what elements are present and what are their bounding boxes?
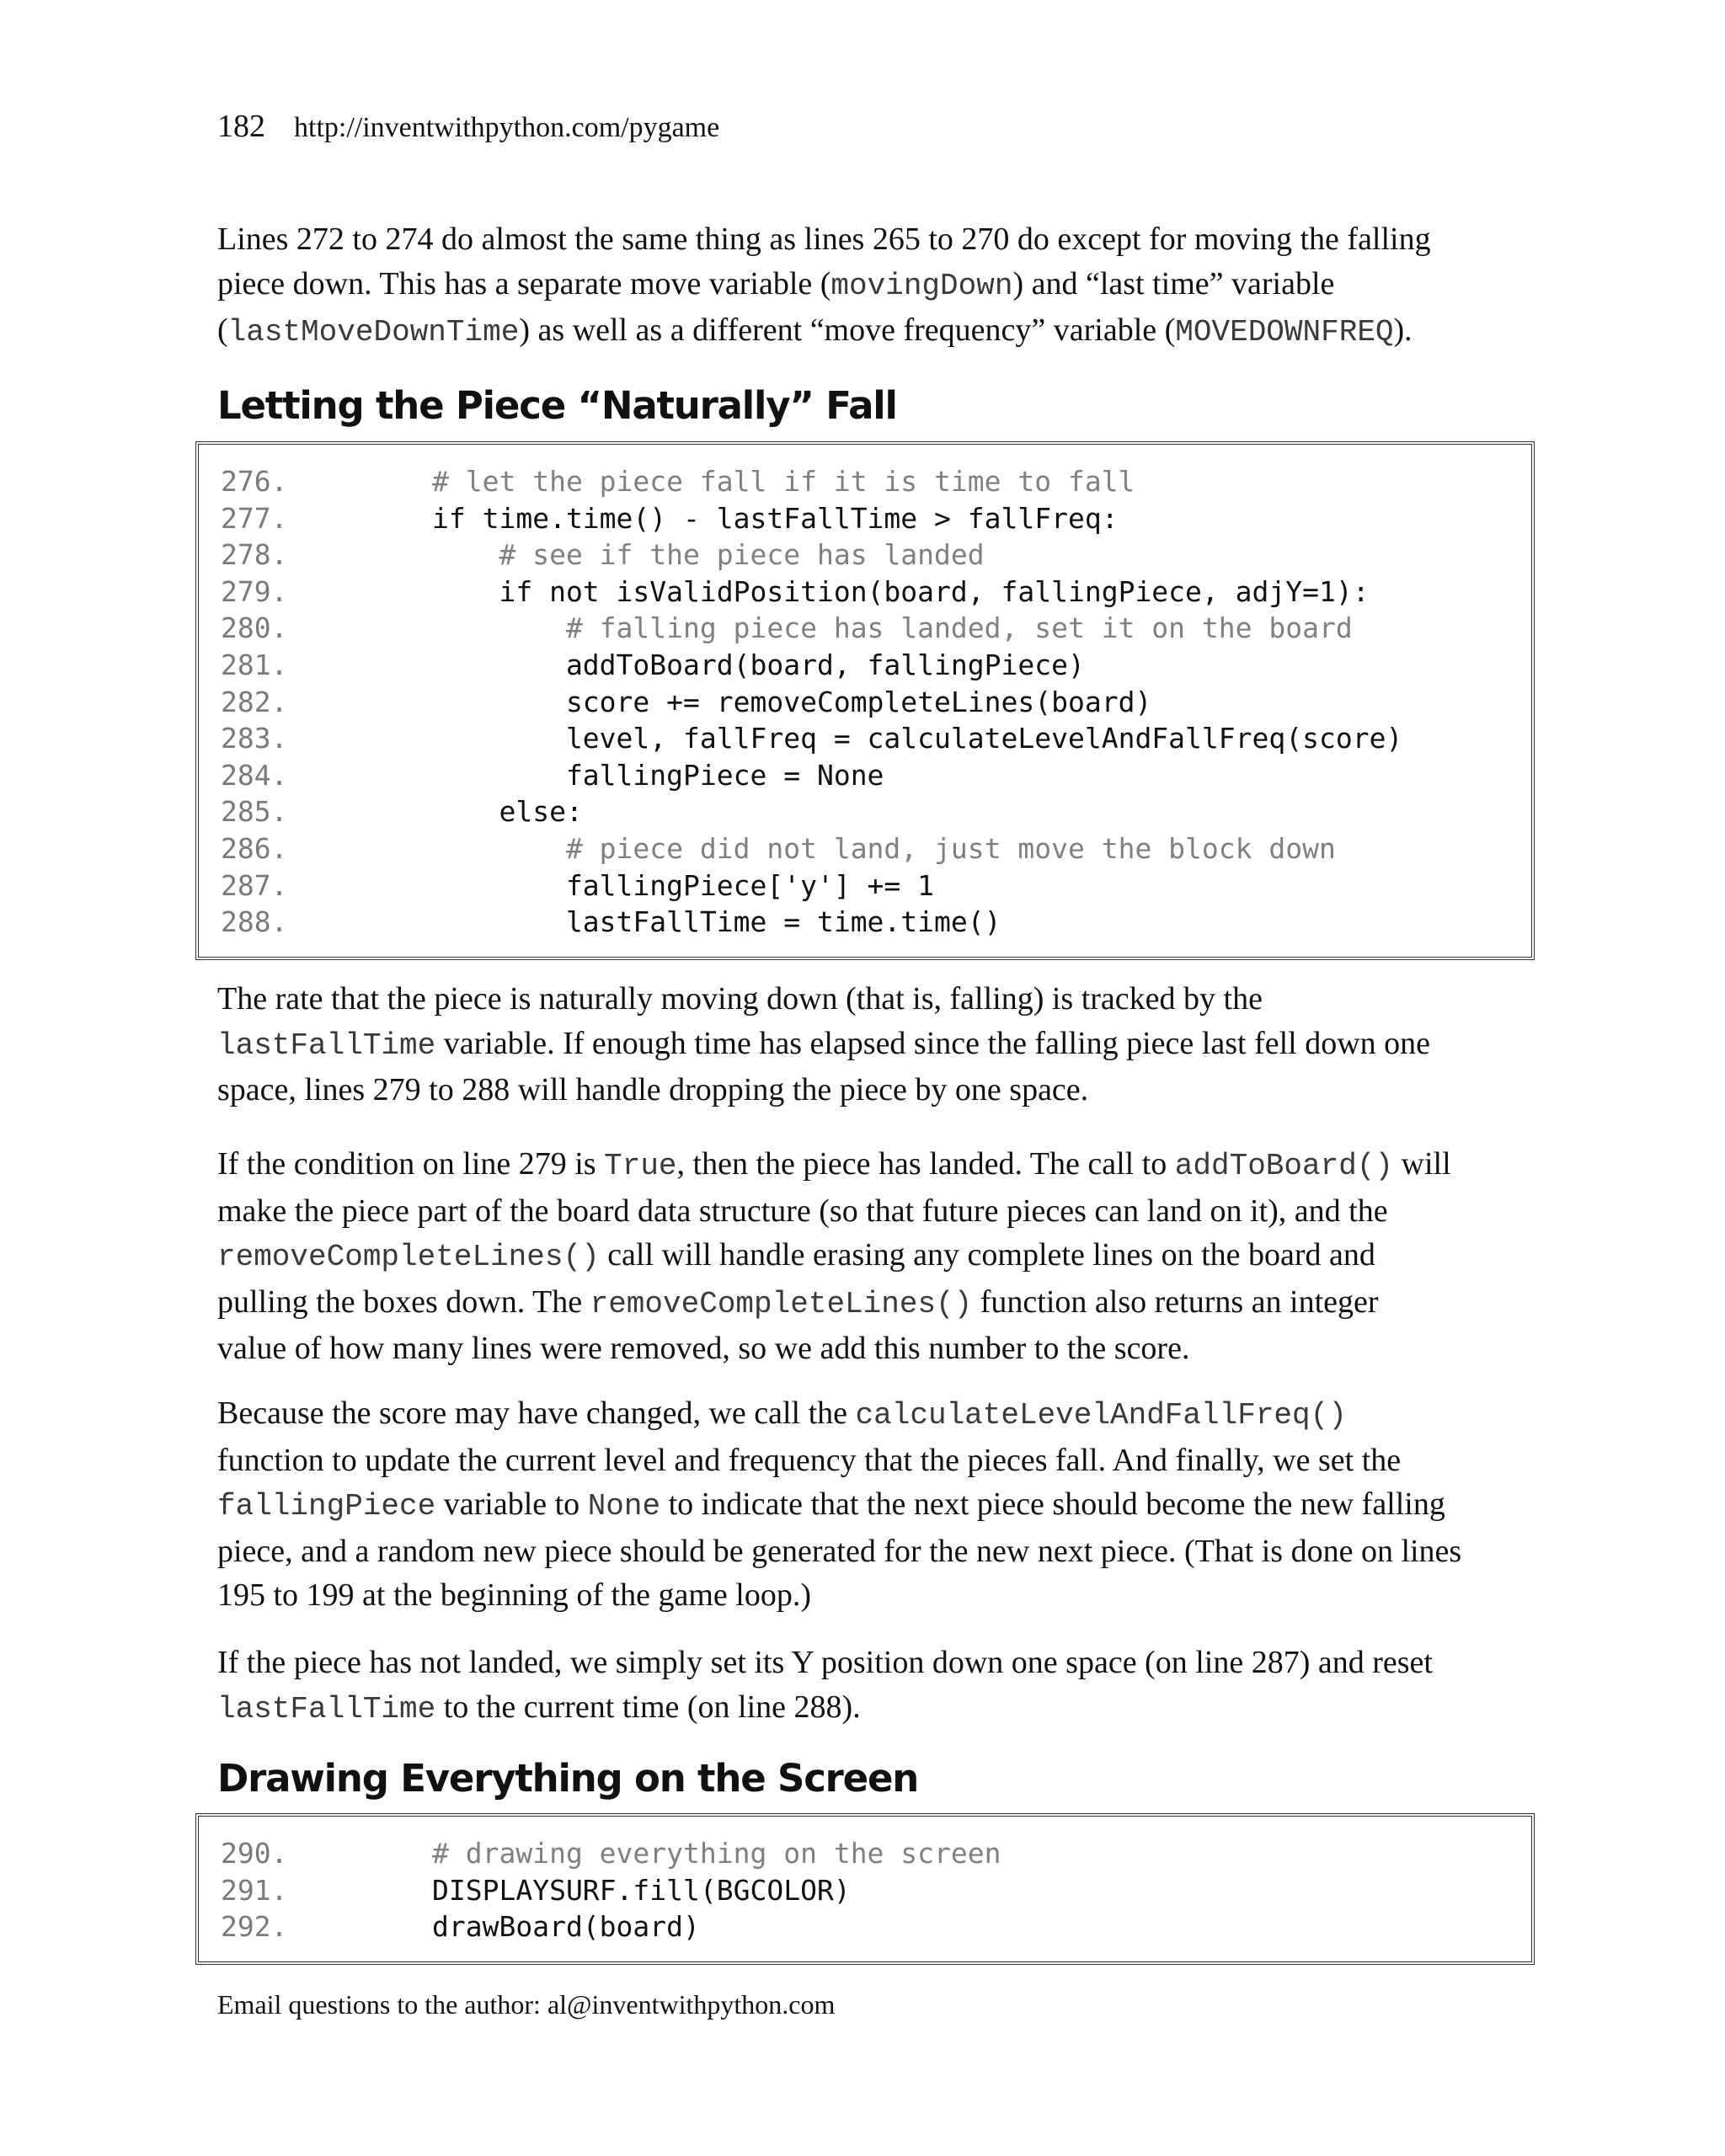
page-header: [217, 108, 719, 145]
line-number: 282.: [221, 685, 288, 718]
code-text: score += removeCompleteLines(board): [432, 685, 1152, 718]
line-number: 292.: [221, 1910, 288, 1944]
text-run: function also returns an integer: [972, 1283, 1379, 1320]
code-line: [221, 720, 1531, 757]
text-line: [217, 1482, 1523, 1529]
code-text: if time.time() - lastFallTime > fallFreq:: [432, 501, 1119, 535]
code-comment: # see if the piece has landed: [432, 538, 985, 572]
code-line: [221, 793, 1531, 830]
code-text: lastFallTime = time.time(): [432, 905, 1001, 939]
line-number: 281.: [221, 648, 288, 681]
code-text: else:: [432, 795, 583, 829]
paragraph-not-landed: [217, 1641, 1523, 1732]
code-listing-drawing: [195, 1813, 1535, 1965]
code-listing-fall: [195, 441, 1535, 960]
paragraph-moving-down: [217, 217, 1523, 355]
text-line: value of how many lines were removed, so we add this number to the score.: [217, 1331, 1190, 1366]
line-number: 287.: [221, 868, 288, 902]
code-text: addToBoard(board, fallingPiece): [432, 648, 1085, 681]
code-text: DISPLAYSURF.fill(BGCOLOR): [432, 1873, 851, 1907]
code-comment: # drawing everything on the screen: [432, 1837, 1001, 1870]
line-number: 283.: [221, 722, 288, 755]
text-run: ) as well as a different “move frequency” variable (: [519, 312, 1176, 348]
inline-code: lastFallTime: [217, 1027, 436, 1063]
code-comment: # falling piece has landed, set it on the board: [432, 611, 1353, 645]
line-number: 280.: [221, 611, 288, 645]
inline-code: MOVEDOWNFREQ: [1175, 315, 1394, 350]
code-line: [221, 904, 1531, 941]
code-comment: # piece did not land, just move the block down: [432, 831, 1336, 865]
line-number: 277.: [221, 501, 288, 535]
line-number: 285.: [221, 795, 288, 829]
text-run: (: [217, 312, 228, 348]
page-footer: Email questions to the author: al@inventwithpython.com: [217, 1989, 836, 2020]
inline-code: calculateLevelAndFallFreq(): [855, 1398, 1347, 1433]
text-run: piece down. This has a separate move variable (: [217, 265, 831, 302]
line-number: 290.: [221, 1837, 288, 1870]
text-run: , then the piece has landed. The call to: [676, 1146, 1175, 1182]
code-line: [221, 1908, 1531, 1945]
page-number: 182: [217, 109, 265, 144]
code-line: [221, 536, 1531, 574]
header-url[interactable]: http://inventwithpython.com/pygame: [294, 112, 720, 143]
code-text: level, fallFreq = calculateLevelAndFallFreq(score): [432, 722, 1403, 755]
text-line: make the piece part of the board data structure (so that future pieces can land on it), and the: [217, 1193, 1388, 1229]
inline-code: fallingPiece: [217, 1489, 436, 1524]
text-line: [217, 1233, 1523, 1280]
text-line: [217, 308, 1523, 355]
text-line: [217, 262, 1523, 309]
line-number: 284.: [221, 758, 288, 792]
text-run: variable. If enough time has elapsed since the falling piece last fell down one: [435, 1025, 1430, 1061]
code-line: [221, 574, 1531, 611]
code-line: [221, 610, 1531, 647]
text-line: [217, 1142, 1523, 1189]
text-run: to indicate that the next piece should become the new falling: [660, 1486, 1445, 1522]
paragraph-fall-rate: [217, 977, 1523, 1113]
code-line: [221, 684, 1531, 721]
code-text: fallingPiece = None: [432, 758, 884, 792]
text-line: Lines 272 to 274 do almost the same thing as lines 265 to 270 do except for moving the falling: [217, 221, 1431, 257]
inline-code: lastMoveDownTime: [227, 315, 520, 350]
code-text: if not isValidPosition(board, fallingPiece, adjY=1):: [432, 574, 1370, 608]
code-text: fallingPiece['y'] += 1: [432, 868, 935, 902]
paragraph-score-changed: [217, 1391, 1523, 1618]
code-line: [221, 647, 1531, 684]
section-heading-naturally-fall: Letting the Piece “Naturally” Fall: [217, 383, 897, 428]
text-run: pulling the boxes down. The: [217, 1283, 590, 1320]
inline-code: removeCompleteLines(): [590, 1286, 973, 1321]
line-number: 288.: [221, 905, 288, 939]
text-run: call will handle erasing any complete lines on the board and: [599, 1237, 1375, 1273]
code-line: [221, 830, 1531, 867]
code-line: [221, 500, 1531, 537]
code-line: [221, 867, 1531, 905]
text-line: 195 to 199 at the beginning of the game loop.): [217, 1577, 811, 1613]
text-run: ) and “last time” variable: [1012, 265, 1335, 302]
text-line: If the piece has not landed, we simply set its Y position down one space (on line 287) and reset: [217, 1645, 1433, 1680]
text-line: piece, and a random new piece should be generated for the new next piece. (That is done on lines: [217, 1533, 1462, 1569]
code-line: [221, 1872, 1531, 1909]
code-line: [221, 757, 1531, 794]
inline-code: movingDown: [830, 268, 1013, 303]
inline-code: True: [604, 1149, 677, 1183]
line-number: 276.: [221, 465, 288, 498]
text-line: [217, 1391, 1523, 1438]
text-line: [217, 1280, 1523, 1327]
code-line: [221, 1835, 1531, 1872]
text-line: [217, 1685, 1523, 1732]
text-run: If the condition on line 279 is: [217, 1146, 605, 1182]
inline-code: removeCompleteLines(): [217, 1240, 600, 1274]
code-text: drawBoard(board): [432, 1910, 700, 1944]
text-line: [217, 1022, 1523, 1069]
inline-code: lastFallTime: [217, 1691, 436, 1726]
inline-code: None: [587, 1489, 661, 1524]
line-number: 291.: [221, 1873, 288, 1907]
text-line: function to update the current level and frequency that the pieces fall. And finally, we set the: [217, 1442, 1402, 1478]
inline-code: addToBoard(): [1174, 1149, 1394, 1183]
code-line: [221, 463, 1531, 500]
text-line: The rate that the piece is naturally moving down (that is, falling) is tracked by the: [217, 981, 1263, 1017]
paragraph-landed: [217, 1142, 1523, 1371]
text-run: Because the score may have changed, we call the: [217, 1396, 856, 1431]
code-comment: # let the piece fall if it is time to fall: [432, 465, 1135, 498]
line-number: 279.: [221, 574, 288, 608]
line-number: 278.: [221, 538, 288, 572]
text-run: to the current time (on line 288).: [435, 1689, 861, 1725]
text-line: space, lines 279 to 288 will handle dropping the piece by one space.: [217, 1072, 1089, 1107]
section-heading-drawing: Drawing Everything on the Screen: [217, 1756, 919, 1801]
line-number: 286.: [221, 831, 288, 865]
text-run: variable to: [435, 1486, 588, 1522]
text-run: will: [1393, 1146, 1451, 1182]
text-run: ).: [1393, 312, 1413, 348]
